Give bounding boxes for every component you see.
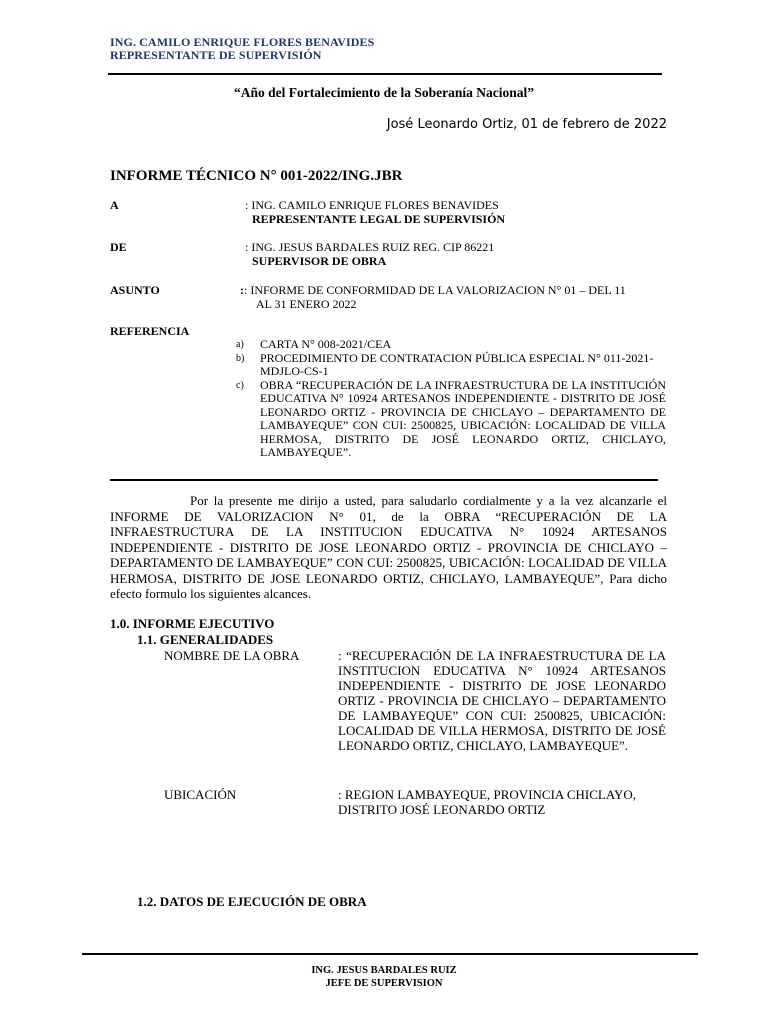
- footer-name: ING. JESUS BARDALES RUIZ: [311, 965, 457, 976]
- field-referencia-label: REFERENCIA: [110, 324, 190, 338]
- report-title: INFORME TÉCNICO N° 001-2022/ING.JBR: [110, 168, 403, 184]
- reference-text: OBRA “RECUPERACIÓN DE LA INFRAESTRUCTURA DE LA INSTITUCIÓN EDUCATIVA N° 10924 ARTESANOS INDEPENDIENTE - DISTRITO DE JOSÉ LEONARDO ORTIZ - PROVINCIA DE CHICLAYO – DEPARTAMENTO DE LAMBAYEQUE” CON CUI: 2500825, UBICACIÓN: LOCALIDAD DE VILLA HERMOSA, DISTRITO DE JOSÉ LEONARDO ORTIZ, CHICLAYO, LAMBAYEQUE”.: [260, 377, 666, 459]
- reference-marker: b): [236, 352, 245, 364]
- asunto-text: : INFORME DE CONFORMIDAD DE LA VALORIZACION N° 01 – DEL 11: [244, 283, 626, 297]
- place-date: José Leonardo Ortiz, 01 de febrero de 2022: [386, 117, 667, 132]
- subsection-generalidades: 1.1. GENERALIDADES: [137, 632, 274, 647]
- field-de-line1: : ING. JESUS BARDALES RUIZ REG. CIP 86221: [245, 240, 495, 254]
- section-heading: 1.0. INFORME EJECUTIVO: [110, 616, 275, 631]
- reference-item: [236, 352, 666, 379]
- reference-text: CARTA N° 008-2021/CEA: [260, 337, 392, 351]
- field-asunto-label: ASUNTO: [110, 283, 160, 297]
- field-a-line2: REPRESENTANTE LEGAL DE SUPERVISIÓN: [252, 212, 506, 226]
- footer-role: JEFE DE SUPERVISION: [325, 978, 443, 989]
- year-motto: “Año del Fortalecimiento de la Soberanía Nacional”: [234, 85, 534, 100]
- body-paragraph: Por la presente me dirijo a usted, para saludarlo cordialmente y a la vez alcanzarle el INFORME DE VALORIZACION N° 01, de la OBRA “RECUPERACIÓN DE LA INFRAESTRUCTURA DE LA INSTITUCION EDUCATIVA N° 10924 ARTESANOS INDEPENDIENTE - DISTRITO DE JOSE LEONARDO ORTIZ - PROVINCIA DE CHICLAYO – DEPARTAMENTO DE LAMBAYEQUE” CON CUI: 2500825, UBICACIÓN: LOCALIDAD DE VILLA HERMOSA, DISTRITO DE JOSE LEONARDO ORTIZ, CHICLAYO, LAMBAYEQUE”, Para dicho efecto formulo los siguientes alcances.: [110, 493, 667, 601]
- header-name: ING. CAMILO ENRIQUE FLORES BENAVIDES: [110, 35, 375, 49]
- field-asunto-line2: AL 31 ENERO 2022: [256, 297, 357, 311]
- ubicacion-label: UBICACIÓN: [164, 787, 237, 802]
- header-role: REPRESENTANTE DE SUPERVISIÓN: [110, 48, 322, 62]
- ubicacion-value: : REGION LAMBAYEQUE, PROVINCIA CHICLAYO, DISTRITO JOSÉ LEONARDO ORTIZ: [338, 787, 637, 817]
- field-de-line2: SUPERVISOR DE OBRA: [252, 254, 387, 268]
- reference-item: [236, 338, 666, 352]
- footer-rule: [82, 953, 698, 955]
- references-list: [236, 338, 666, 460]
- field-de-label: DE: [110, 240, 127, 254]
- reference-item: [236, 379, 666, 460]
- subsection-datos-ejecucion: 1.2. DATOS DE EJECUCIÓN DE OBRA: [137, 894, 367, 909]
- nombre-obra-value: : “RECUPERACIÓN DE LA INFRAESTRUCTURA DE LA INSTITUCION EDUCATIVA N° 10924 ARTESANOS INDEPENDIENTE - DISTRITO DE JOSE LEONARDO ORTIZ - PROVINCIA DE CHICLAYO – DEPARTAMENTO DE LAMBAYEQUE” CON CUI: 2500825, UBICACIÓN: LOCALIDAD DE VILLA HERMOSA, DISTRITO DE JOSÉ LEONARDO ORTIZ, CHICLAYO, LAMBAYEQUE”.: [338, 648, 666, 753]
- reference-marker: c): [236, 379, 244, 391]
- reference-text: PROCEDIMIENTO DE CONTRATACION PÚBLICA ESPECIAL N° 011-2021-MDJLO-CS-1: [260, 350, 654, 378]
- header-rule: [108, 73, 662, 75]
- field-asunto-line1: :: INFORME DE CONFORMIDAD DE LA VALORIZACION N° 01 – DEL 11: [240, 283, 626, 297]
- field-a-label: A: [110, 198, 119, 212]
- reference-marker: a): [236, 339, 244, 350]
- section-rule: [110, 479, 658, 481]
- nombre-obra-label: NOMBRE DE LA OBRA: [164, 648, 300, 663]
- field-a-line1: : ING. CAMILO ENRIQUE FLORES BENAVIDES: [245, 198, 499, 212]
